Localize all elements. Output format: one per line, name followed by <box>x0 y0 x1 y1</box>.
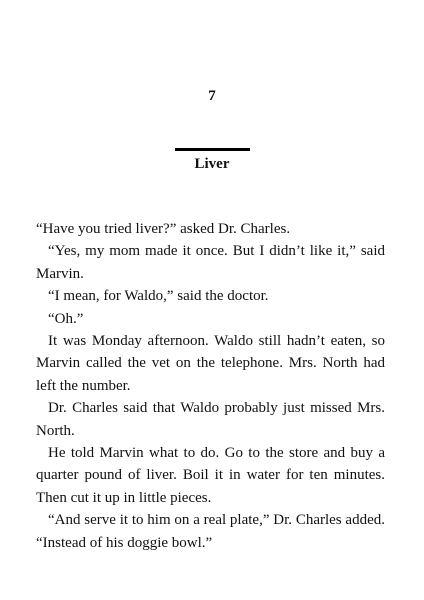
paragraph: “Have you tried liver?” asked Dr. Charles. <box>36 221 291 237</box>
chapter-body <box>36 218 385 554</box>
paragraph: He told Marvin what to do. Go to the store and buy a quarter pound of liver. Boil it in water for ten minutes. Then cut it up in little pieces. <box>36 445 385 506</box>
paragraph: “Yes, my mom made it once. But I didn’t like it,” said Marvin. <box>36 243 385 282</box>
chapter-title: Liver <box>194 156 230 172</box>
paragraph: “I mean, for Waldo,” said the doctor. <box>48 288 269 305</box>
paragraph: It was Monday afternoon. Waldo still hadn’t eaten, so Marvin called the vet on the telephone. Mrs. North had left the number. <box>36 333 385 394</box>
chapter-divider-rule <box>175 148 250 151</box>
paragraph: Dr. Charles said that Waldo probably just missed Mrs. North. <box>36 400 385 439</box>
chapter-number: 7 <box>208 88 216 104</box>
paragraph: “And serve it to him on a real plate,” Dr. Charles added. “Instead of his doggie bowl.” <box>36 512 385 551</box>
paragraph: “Oh.” <box>48 310 84 327</box>
